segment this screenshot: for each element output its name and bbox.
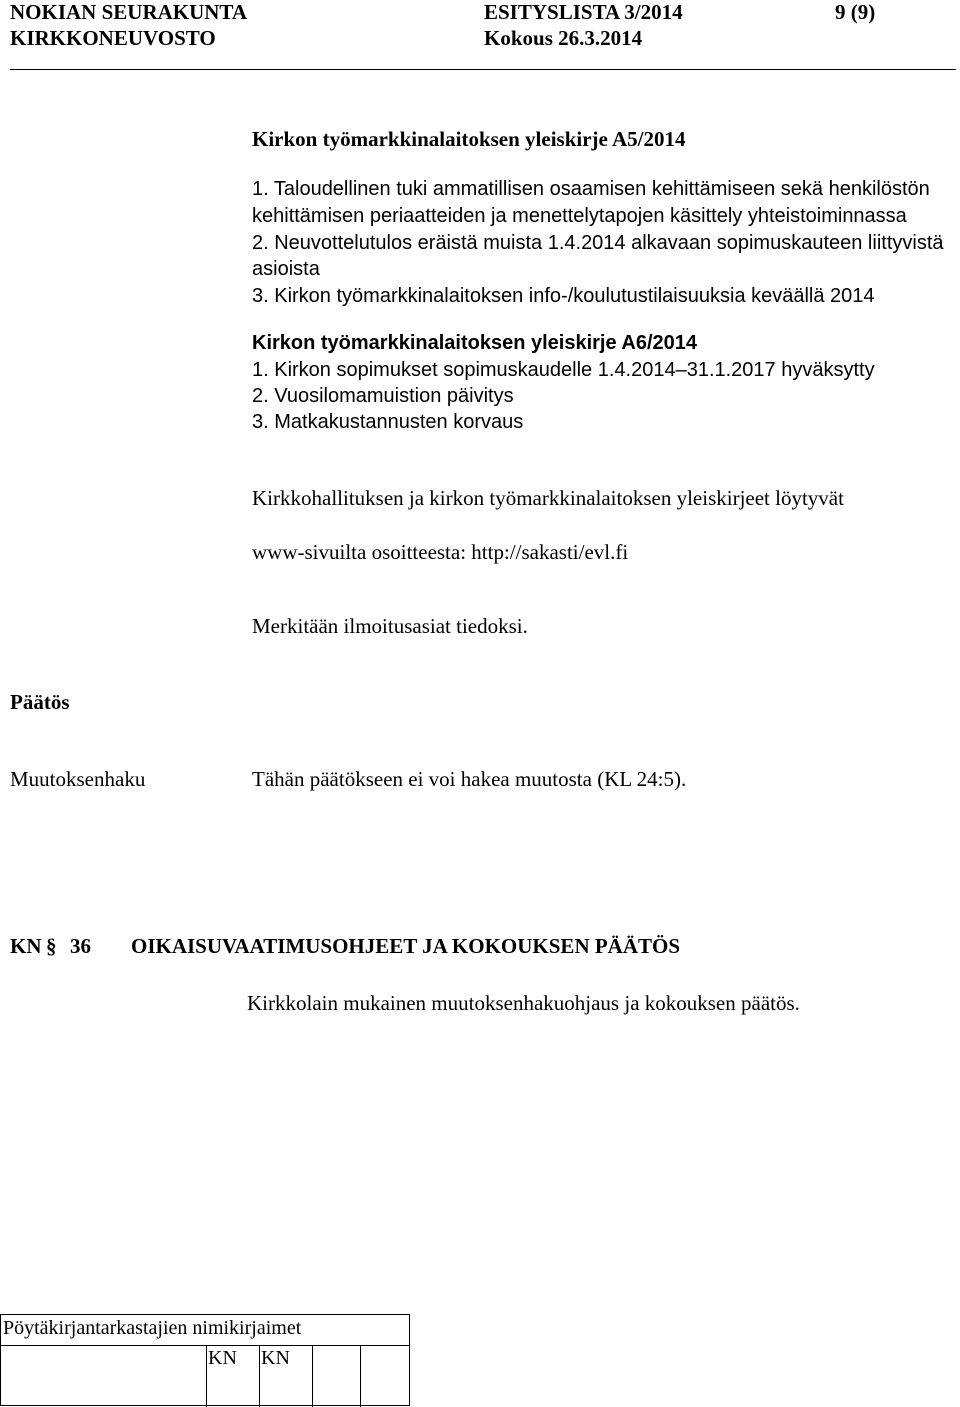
initials-value: KN: [261, 1347, 290, 1369]
proposal-text: Merkitään ilmoitusasiat tiedoksi.: [252, 614, 528, 638]
letter-a5-item: 2. Neuvottelutulos eräistä muista 1.4.2014 alkavaan sopimuskauteen liittyvistä: [252, 232, 944, 254]
initials-cell: [206, 1345, 260, 1407]
letter-a6-item: 1. Kirkon sopimukset sopimuskaudelle 1.4.2014–31.1.2017 hyväksytty: [252, 359, 875, 381]
org-name: NOKIAN SEURAKUNTA: [10, 0, 248, 24]
initials-label: Pöytäkirjantarkastajien nimikirjaimet: [3, 1317, 302, 1339]
initials-cell: [1, 1345, 207, 1407]
appeal-label: Muutoksenhaku: [10, 767, 146, 791]
section-prefix: KN: [10, 934, 42, 958]
letter-a5-item: kehittämisen periaatteiden ja menettelytapojen käsittely yhteistoiminnassa: [252, 205, 907, 227]
info-url-line: www-sivuilta osoitteesta: http://sakasti/evl.fi: [252, 540, 629, 564]
section-title: OIKAISUVAATIMUSOHJEET JA KOKOUKSEN PÄÄTÖS: [131, 934, 681, 958]
section-sign-icon: §: [46, 934, 57, 958]
info-line: Kirkkohallituksen ja kirkon työmarkkinalaitoksen yleiskirjeet löytyvät: [252, 486, 844, 510]
letter-a6-item: 3. Matkakustannusten korvaus: [252, 411, 524, 433]
initials-box-header: [1, 1315, 409, 1346]
letter-a6-item: 2. Vuosilomamuistion päivitys: [252, 385, 514, 407]
letter-a5-item: asioista: [252, 258, 320, 280]
initials-cell: [312, 1345, 361, 1407]
agenda-number: ESITYSLISTA 3/2014: [484, 0, 683, 24]
section-text: Kirkkolain mukainen muutoksenhakuohjaus ja kokouksen päätös.: [247, 991, 800, 1015]
decision-label: Päätös: [10, 690, 70, 714]
letter-a5-item: 3. Kirkon työmarkkinalaitoksen info-/koulutustilaisuuksia keväällä 2014: [252, 285, 875, 307]
page-number: 9 (9): [835, 0, 876, 24]
initials-cell: [259, 1345, 313, 1407]
initials-value: KN: [208, 1347, 237, 1369]
appeal-text: Tähän päätökseen ei voi hakea muutosta (KL 24:5).: [252, 767, 687, 791]
body-name: KIRKKONEUVOSTO: [10, 26, 216, 50]
section-number: 36: [70, 934, 91, 958]
initials-box: [0, 1314, 410, 1406]
letter-a6-title: Kirkon työmarkkinalaitoksen yleiskirje A6/2014: [252, 332, 698, 354]
letter-a5-item: 1. Taloudellinen tuki ammatillisen osaamisen kehittämiseen sekä henkilöstön: [252, 178, 930, 200]
header-rule: [10, 69, 956, 70]
meeting-date: Kokous 26.3.2014: [484, 26, 643, 50]
letter-a5-title: Kirkon työmarkkinalaitoksen yleiskirje A5/2014: [252, 127, 686, 151]
